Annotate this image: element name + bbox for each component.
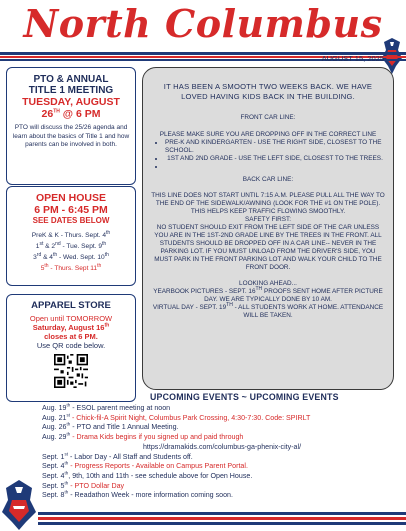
list-item: • PRE-K AND KINDERGARTEN - USE THE RIGHT SIDE, CLOSEST TO THE SCHOOL. — [165, 139, 385, 155]
back-car-line-text: THIS LINE DOES NOT START UNTIL 7:15 A.M. PLEASE PULL ALL THE WAY TO THE END OF THE SIDEWALK/AWNING (LOOK FOR THE #1 ON THE POLE). THIS HELPS KEEP TRAFFIC FLOWING SMOOTHLY. — [151, 192, 385, 215]
event-row: Aug. 29th - Drama Kids begins if you signed up and paid through — [42, 431, 244, 442]
event-row: Sept. 4th, 9th, 10th and 11th - see schedule above for Open House. — [42, 470, 253, 480]
page-title: North Columbus — [23, 1, 383, 46]
upcoming-events-list — [42, 404, 402, 501]
open-house-subheading: SEE DATES BELOW — [32, 216, 110, 225]
apparel-heading: APPAREL STORE — [31, 300, 111, 311]
open-house-time: 6 PM - 6:45 PM — [34, 204, 108, 216]
apparel-store-box — [6, 294, 136, 402]
safety-text: NO STUDENT SHOULD EXIT FROM THE LEFT SIDE OF THE CAR UNLESS YOU ARE IN THE 1ST-2ND GRADE LINE BY THE TREES IN THE FRONT. ALL STUDENTS SHOULD BE DROPPED OFF IN A CAR LINE-- NEVER IN THE PARKING LOT. IF YOU MUST UNLOAD FROM THE DRIVER'S SIDE, YOU MUST PARK IN THE FRONT PARKING LOT AND WALK YOUR CHILD TO THE FRONT DOOR. — [154, 224, 382, 271]
open-house-box — [6, 186, 136, 286]
front-car-line-list — [151, 139, 385, 171]
list-item — [165, 163, 385, 171]
open-house-row: PreK & K - Thurs. Sept. 4th — [31, 229, 111, 239]
list-item: • 1ST AND 2ND GRADE - USE THE LEFT SIDE, CLOSEST TO THE TREES. — [165, 155, 385, 163]
car-line-info-panel — [142, 67, 394, 390]
event-row: Aug. 19th - ESOL parent meeting at noon — [42, 402, 171, 412]
event-row: Sept. 5th - PTO Dollar Day — [42, 480, 125, 490]
event-row: Sept. 4th - Progress Reports - Available on Campus Parent Portal. — [42, 460, 248, 471]
open-house-list — [11, 230, 131, 274]
looking-ahead-heading: LOOKING AHEAD... — [239, 280, 297, 287]
event-row: Aug. 21st - Chick-fil-A Spirit Night, Columbus Park Crossing, 4:30-7:30. Code: SPIRLT — [42, 412, 311, 422]
pto-date-line2: 26TH @ 6 PM — [41, 108, 101, 120]
event-row: Sept. 1st - Labor Day - All Staff and Students off. — [42, 451, 193, 461]
back-car-line-heading: BACK CAR LINE: — [242, 176, 294, 183]
apparel-line3: closes at 6 PM. — [44, 332, 98, 341]
pto-meeting-box — [6, 67, 136, 185]
front-car-line-warning: PLEASE MAKE SURE YOU ARE DROPPING OFF IN THE CORRECT LINE — [159, 131, 377, 138]
apparel-line4: Use QR code below. — [36, 341, 106, 350]
open-house-row: 3rd & 4th - Wed. Sept. 10th — [33, 251, 109, 261]
upcoming-events-title: UPCOMING EVENTS ~ UPCOMING EVENTS — [150, 392, 339, 402]
pto-heading-2: TITLE 1 MEETING — [28, 85, 114, 96]
open-house-heading: OPEN HOUSE — [35, 192, 106, 204]
newsletter-date: AUGUST 15, 2025 — [321, 54, 384, 63]
drama-kids-link[interactable]: https://dramakids.com/columbus-ga-phenix-city-al/ — [142, 442, 302, 451]
panel-intro: IT HAS BEEN A SMOOTH TWO WEEKS BACK. WE HAVE LOVED HAVING KIDS BACK IN THE BUILDING. — [163, 82, 373, 101]
apparel-line1: Open until TOMORROW — [29, 314, 113, 323]
footer-stripe-navy-2 — [38, 522, 406, 525]
qr-code-icon[interactable] — [54, 354, 88, 388]
footer-stripe-navy — [38, 512, 406, 515]
virtual-day-text: VIRTUAL DAY - SEPT. 19TH - ALL STUDENTS WORK AT HOME. ATTENDANCE WILL BE TAKEN. — [152, 301, 384, 319]
pto-heading-1: PTO & ANNUAL — [33, 74, 109, 85]
eagle-mascot-icon — [0, 478, 38, 531]
front-car-line-heading: FRONT CAR LINE: — [240, 114, 296, 121]
pto-date-line1: TUESDAY, AUGUST — [22, 96, 120, 108]
apparel-line2: Saturday, August 16th — [32, 322, 110, 332]
open-house-row: 1st & 2nd - Tue. Sept. 9th — [35, 240, 107, 250]
safety-heading: SAFETY FIRST: — [244, 216, 292, 223]
yearbook-text: YEARBOOK PICTURES - SEPT. 16TH PROOFS SENT HOME AFTER PICTURE DAY. WE ARE TYPICALLY DONE BY 10 AM. — [153, 285, 383, 303]
event-row: Aug. 26th - PTO and Title 1 Annual Meeting. — [42, 422, 179, 432]
open-house-row: 5th - Thurs. Sept 11th — [40, 262, 102, 272]
event-row: Sept. 8th - Readathon Week - more information coming soon. — [42, 489, 233, 500]
pto-description: PTO will discuss the 25/26 agenda and learn about the basics of Title 1 and how parents can be involved in both. — [12, 124, 130, 148]
footer-stripe-red — [38, 517, 406, 520]
